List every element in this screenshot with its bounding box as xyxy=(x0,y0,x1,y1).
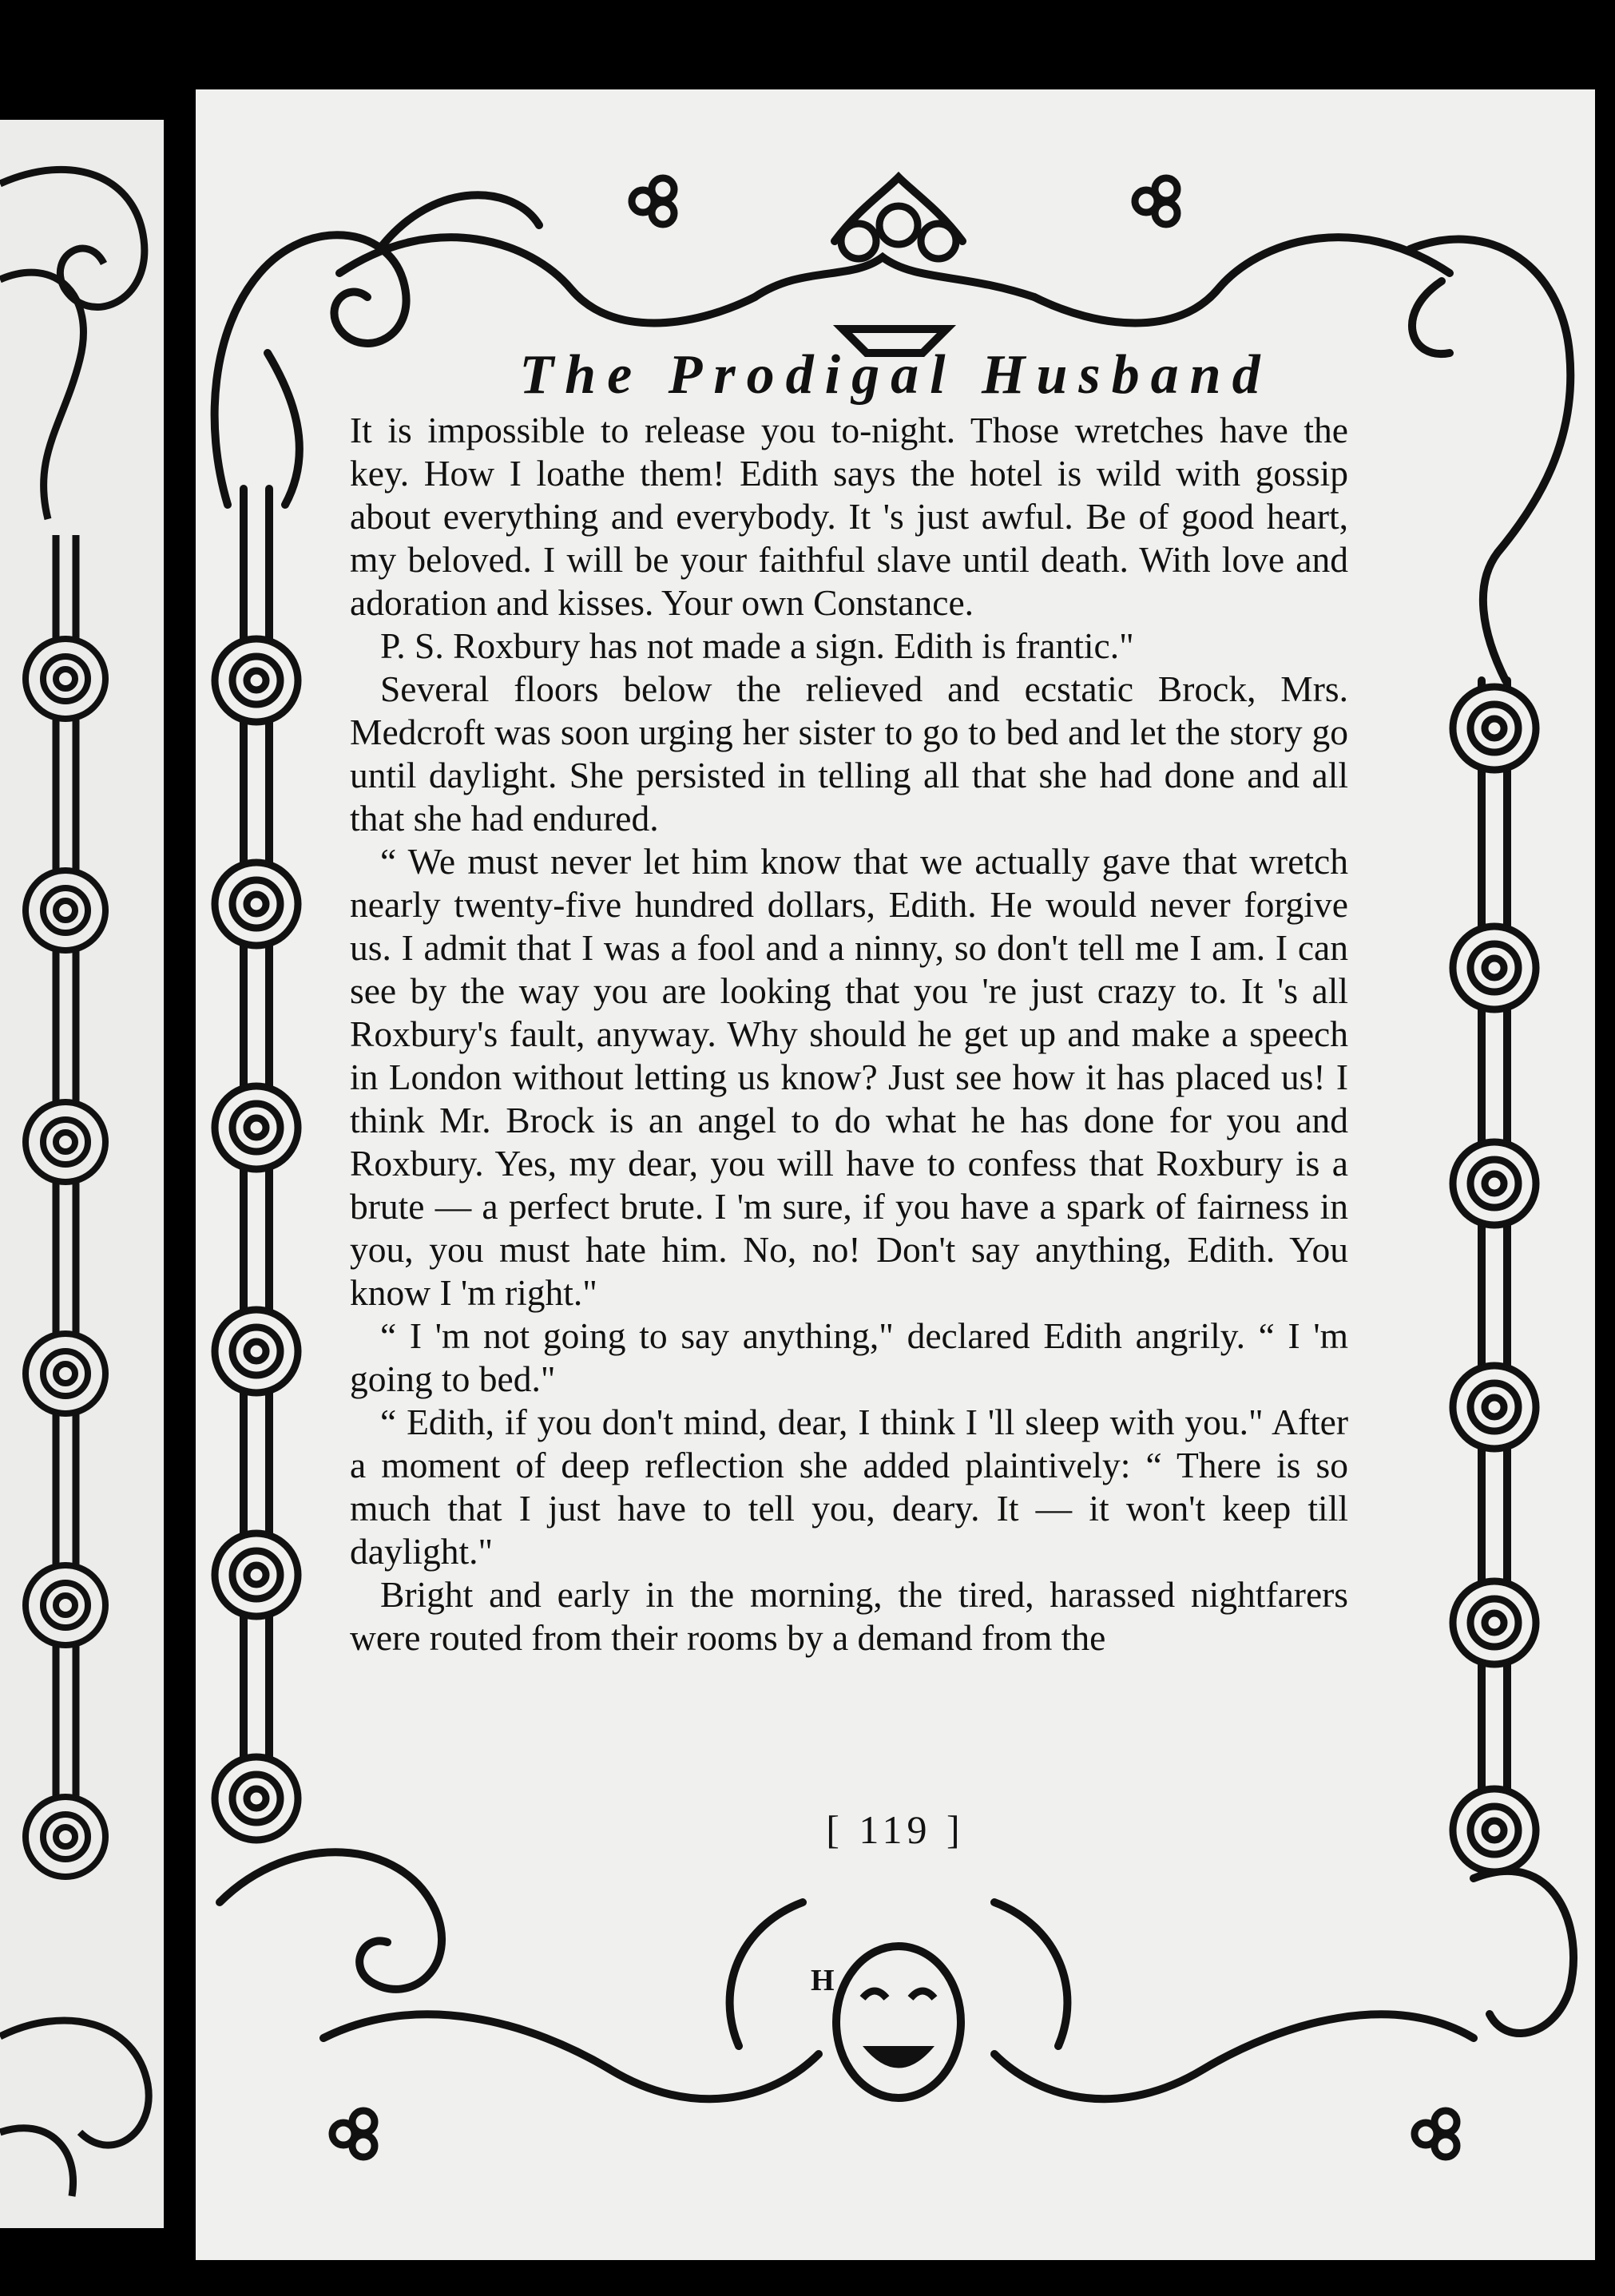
ornament-monogram xyxy=(196,89,1595,2260)
paragraph: Bright and early in the morning, the tired, harassed nightfarers were routed from their rooms by a demand from the xyxy=(350,1574,1348,1658)
book-page xyxy=(196,89,1595,2260)
facing-page-border-ornament xyxy=(0,120,164,2228)
paragraph: P. S. Roxbury has not made a sign. Edith is frantic." xyxy=(380,625,1134,666)
book-spine-shadow xyxy=(164,80,196,2268)
paragraph: “ We must never let him know that we actually gave that wretch nearly twenty-five hundred dollars, Edith. He would never forgive us. I admit that I was a fool and a ninny, so don't tell me I am. I can see by the way you are looking that you 're just crazy to. It 's all Roxbury's fault, anyway. Why should he get up and make a speech in London without letting us know? Just see how it has placed us! I think Mr. Brock is an angel to do what he has done for you and Roxbury. Yes, my dear, you will have to confess that Roxbury is a brute — a perfect brute. I 'm sure, if you have a spark of fairness in you, you must hate him. No, no! Don't say anything, Edith. You know I 'm right." xyxy=(350,841,1348,1313)
paragraph: “ Edith, if you don't mind, dear, I think I 'll sleep with you." After a moment of deep reflection she added plaintively: “ There is so much that I just have to tell you, deary. It — it won't keep till daylight." xyxy=(350,1402,1348,1572)
page-number: [ 119 ] xyxy=(826,1807,965,1852)
facing-page-fragment xyxy=(0,120,164,2228)
paragraph: Several floors below the relieved and ecstatic Brock, Mrs. Medcroft was soon urging her sister to go to bed and let the story go until daylight. She persisted in telling all that she had done and all that she had endured. xyxy=(350,668,1348,839)
running-head: The Prodigal Husband xyxy=(519,344,1272,406)
monogram-letter: H xyxy=(811,1964,835,1997)
paragraph: “ I 'm not going to say anything," declared Edith angrily. “ I 'm going to bed." xyxy=(350,1315,1348,1399)
paragraph: It is impossible to release you to-night. Those wretches have the key. How I loathe them! Edith says the hotel is wild with gossip about everything and everybody. It 's just awful. Be of good heart, my beloved. I will be your faithful slave until death. With love and adoration and kisses. Your own Constance. xyxy=(350,410,1348,623)
